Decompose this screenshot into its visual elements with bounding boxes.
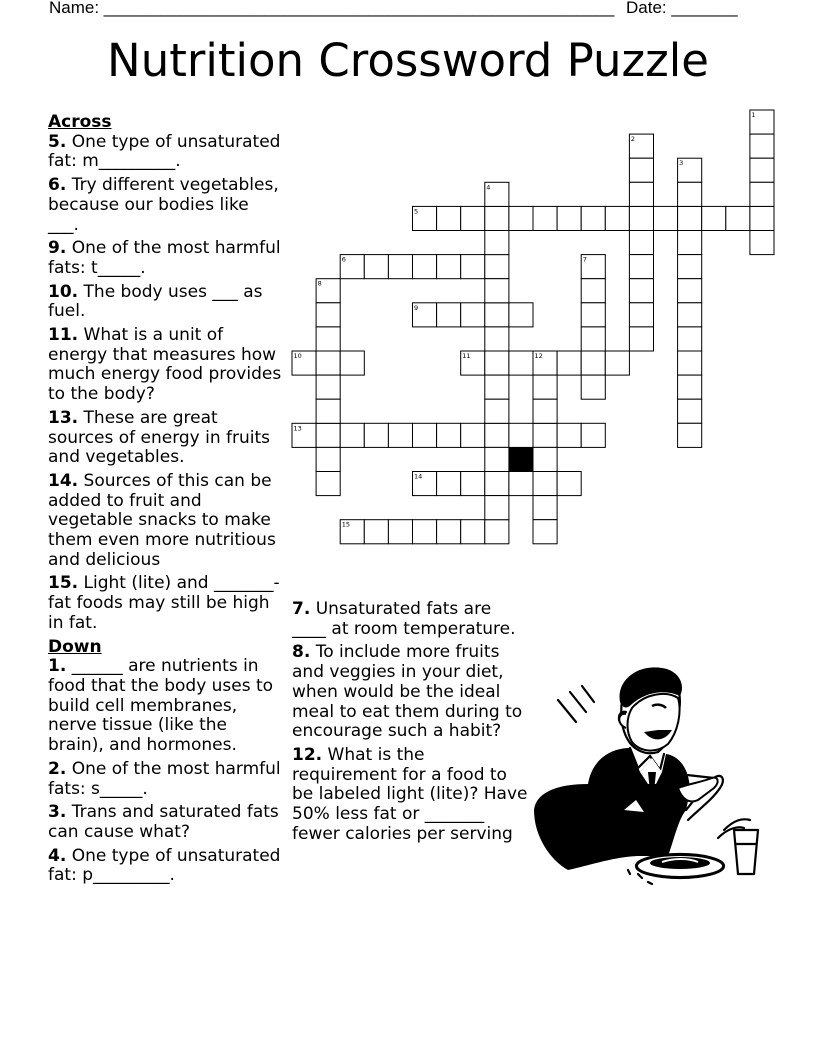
grid-cell[interactable] <box>461 255 485 279</box>
clue-down-2: 2. One of the most harmful fats: s_____. <box>48 758 281 799</box>
grid-cell[interactable] <box>509 472 533 496</box>
grid-cell[interactable] <box>316 375 340 399</box>
grid-cell[interactable] <box>581 255 605 279</box>
date-line[interactable]: _______ <box>671 0 738 17</box>
cell-number: 5 <box>414 207 419 216</box>
grid-cell[interactable] <box>316 423 340 447</box>
cell-number: 11 <box>462 352 471 360</box>
cell-number: 1 <box>751 111 756 119</box>
grid-cell[interactable] <box>316 447 340 471</box>
cell-number: 14 <box>414 472 423 481</box>
name-label: Name: <box>49 0 104 17</box>
clue-down-1: 1. ______ are nutrients in food that the body uses to build cell membranes, nerve tissue (like the brain), and hormones. <box>48 656 274 756</box>
grid-cell[interactable] <box>413 423 437 447</box>
name-field[interactable] <box>49 0 614 18</box>
cell-number: 12 <box>534 352 543 360</box>
grid-cell[interactable] <box>533 399 557 423</box>
grid-cell[interactable] <box>437 255 461 279</box>
grid-cell[interactable] <box>581 351 605 375</box>
grid-cell[interactable] <box>509 351 533 375</box>
grid-cell[interactable] <box>485 182 509 206</box>
grid-cell[interactable] <box>413 520 437 544</box>
grid-cell[interactable] <box>678 399 702 423</box>
grid-cell[interactable] <box>485 496 509 520</box>
grid-cell[interactable] <box>292 351 316 375</box>
grid-cell[interactable] <box>485 447 509 471</box>
clue-down-7: 7. Unsaturated fats are ____ at room temperature. <box>292 599 516 639</box>
grid-cell[interactable] <box>605 206 629 230</box>
clues-middle-column <box>292 600 528 848</box>
grid-cell[interactable] <box>678 158 702 182</box>
grid-cell[interactable] <box>437 206 461 230</box>
cell-number: 6 <box>341 255 346 264</box>
grid-cell[interactable] <box>678 279 702 303</box>
grid-cell[interactable] <box>678 423 702 447</box>
grid-cell[interactable] <box>485 206 509 230</box>
clue-across-11: 11. What is a unit of energy that measures how much energy food provides to the body? <box>48 325 282 405</box>
grid-cell[interactable] <box>750 231 774 255</box>
grid-cell[interactable] <box>413 472 437 496</box>
cell-number: 4 <box>486 183 491 192</box>
page-title: Nutrition Crossword Puzzle <box>107 34 709 87</box>
grid-cell[interactable] <box>485 255 509 279</box>
grid-cell[interactable] <box>581 279 605 303</box>
grid-cell[interactable] <box>485 303 509 327</box>
grid-cell[interactable] <box>533 351 557 375</box>
cell-number: 15 <box>341 520 350 529</box>
grid-cell[interactable] <box>388 255 412 279</box>
grid-cell[interactable] <box>629 134 653 158</box>
grid-cell[interactable] <box>533 206 557 230</box>
grid-cell[interactable] <box>750 182 774 206</box>
across-heading: Across <box>48 112 112 132</box>
grid-cell[interactable] <box>533 472 557 496</box>
clue-down-4: 4. One type of unsaturated fat: p_________. <box>48 845 281 886</box>
clue-down-12: 12. What is the requirement for a food to be labeled light (lite)? Have 50% less fat or _______ fewer calories per serving <box>292 744 528 844</box>
clue-across-14: 14. Sources of this can be added to fruit and vegetable snacks to make them even more nutritious and delicious <box>48 470 276 570</box>
grid-cell[interactable] <box>509 423 533 447</box>
cell-number: 3 <box>679 159 684 168</box>
grid-cell[interactable] <box>316 327 340 351</box>
grid-cell[interactable] <box>533 447 557 471</box>
grid-cell[interactable] <box>437 303 461 327</box>
grid-cell[interactable] <box>364 520 388 544</box>
grid-cell[interactable] <box>678 255 702 279</box>
man-eating-illustration <box>528 660 768 892</box>
grid-cell[interactable] <box>461 423 485 447</box>
grid-cell[interactable] <box>750 110 774 134</box>
grid-cell[interactable] <box>533 375 557 399</box>
grid-cell[interactable] <box>629 231 653 255</box>
grid-cell[interactable] <box>509 206 533 230</box>
grid-cell[interactable] <box>678 206 702 230</box>
clue-across-5: 5. One type of unsaturated fat: m_________. <box>48 131 281 172</box>
cell-number: 9 <box>414 303 419 312</box>
grid-cell[interactable] <box>413 206 437 230</box>
grid-cell[interactable] <box>485 279 509 303</box>
grid-cell[interactable] <box>678 375 702 399</box>
grid-cell[interactable] <box>750 134 774 158</box>
grid-cell[interactable] <box>316 472 340 496</box>
grid-cell[interactable] <box>678 303 702 327</box>
clues-left-column <box>48 113 284 890</box>
grid-cell[interactable] <box>413 303 437 327</box>
date-label: Date: <box>626 0 672 17</box>
clue-across-6: 6. Try different vegetables, because our bodies like ___. <box>48 175 279 235</box>
black-square <box>509 447 533 471</box>
grid-cell[interactable] <box>557 423 581 447</box>
grid-cell[interactable] <box>340 351 364 375</box>
grid-cell[interactable] <box>437 520 461 544</box>
clue-across-10: 10. The body uses ___ as fuel. <box>48 281 263 322</box>
cell-number: 8 <box>317 279 322 288</box>
grid-cell[interactable] <box>581 375 605 399</box>
clue-across-15: 15. Light (lite) and _______-fat foods may still be high in fat. <box>48 573 280 633</box>
clue-down-3: 3. Trans and saturated fats can cause what? <box>48 802 279 842</box>
grid-cell[interactable] <box>316 399 340 423</box>
grid-cell[interactable] <box>678 351 702 375</box>
grid-cell[interactable] <box>629 255 653 279</box>
grid-cell[interactable] <box>533 496 557 520</box>
grid-cell[interactable] <box>485 399 509 423</box>
grid-cell[interactable] <box>557 472 581 496</box>
grid-cell[interactable] <box>629 182 653 206</box>
grid-cell[interactable] <box>485 351 509 375</box>
grid-cell[interactable] <box>340 520 364 544</box>
cell-number: 10 <box>293 352 302 360</box>
grid-cell[interactable] <box>388 520 412 544</box>
grid-cell[interactable] <box>485 231 509 255</box>
grid-cell[interactable] <box>678 231 702 255</box>
grid-cell[interactable] <box>340 423 364 447</box>
grid-cell[interactable] <box>485 520 509 544</box>
clue-across-9: 9. One of the most harmful fats: t_____. <box>48 238 281 278</box>
grid-cell[interactable] <box>485 423 509 447</box>
grid-cell[interactable] <box>702 206 726 230</box>
date-field[interactable] <box>626 0 738 18</box>
grid-cell[interactable] <box>461 303 485 327</box>
grid-cell[interactable] <box>581 423 605 447</box>
grid-cell[interactable] <box>629 279 653 303</box>
grid-cell[interactable] <box>437 472 461 496</box>
clue-across-13: 13. These are great sources of energy in fruits and vegetables. <box>48 407 271 468</box>
grid-cell[interactable] <box>750 158 774 182</box>
grid-cell[interactable] <box>485 375 509 399</box>
grid-cell[interactable] <box>316 351 340 375</box>
grid-cell[interactable] <box>581 206 605 230</box>
grid-cell[interactable] <box>629 158 653 182</box>
cell-number: 13 <box>293 424 302 433</box>
grid-cell[interactable] <box>726 206 750 230</box>
grid-cell[interactable] <box>629 327 653 351</box>
grid-cell[interactable] <box>292 423 316 447</box>
grid-cell[interactable] <box>678 327 702 351</box>
cell-number: 2 <box>630 135 636 144</box>
clue-down-8: 8. To include more fruits and veggies in your diet, when would be the ideal meal to eat them during to encourage such a habit? <box>292 642 523 742</box>
grid-cell[interactable] <box>629 206 653 230</box>
grid-cell[interactable] <box>316 279 340 303</box>
grid-cell[interactable] <box>557 351 581 375</box>
grid-cell[interactable] <box>750 206 774 230</box>
grid-cell[interactable] <box>461 520 485 544</box>
grid-cell[interactable] <box>316 303 340 327</box>
grid-cell[interactable] <box>533 423 557 447</box>
grid-cell[interactable] <box>654 206 678 230</box>
grid-cell[interactable] <box>557 206 581 230</box>
grid-cell[interactable] <box>461 472 485 496</box>
grid-cell[interactable] <box>678 182 702 206</box>
grid-cell[interactable] <box>509 303 533 327</box>
grid-cell[interactable] <box>533 520 557 544</box>
grid-cell[interactable] <box>581 327 605 351</box>
down-heading: Down <box>48 636 102 657</box>
grid-cell[interactable] <box>485 472 509 496</box>
grid-cell[interactable] <box>364 423 388 447</box>
grid-cell[interactable] <box>605 351 629 375</box>
grid-cell[interactable] <box>461 351 485 375</box>
name-line[interactable]: ______________________________________________________ <box>103 0 615 17</box>
grid-cell[interactable] <box>461 206 485 230</box>
grid-cell[interactable] <box>388 423 412 447</box>
grid-cell[interactable] <box>581 303 605 327</box>
cell-number: 7 <box>582 255 587 264</box>
grid-cell[interactable] <box>364 255 388 279</box>
grid-cell[interactable] <box>340 255 364 279</box>
grid-cell[interactable] <box>413 255 437 279</box>
grid-cell[interactable] <box>437 423 461 447</box>
grid-cell[interactable] <box>629 303 653 327</box>
grid-cell[interactable] <box>485 327 509 351</box>
